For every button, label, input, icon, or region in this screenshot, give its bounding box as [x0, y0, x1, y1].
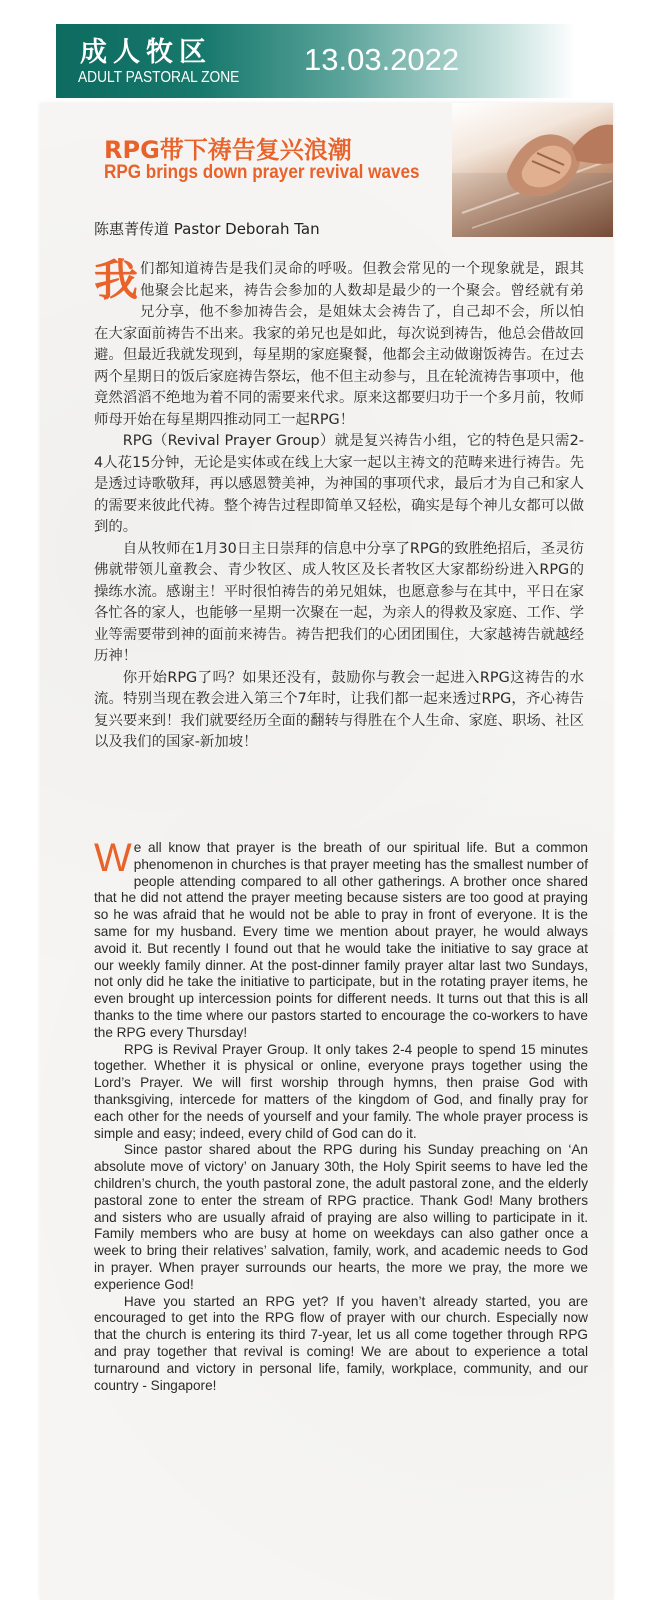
en-paragraph-4: Have you started an RPG yet? If you haven’t already started, you are encouraged to get into the RPG flow of prayer with our church. Especially now that the church is entering its third 7-year, let us all come together through RPG and pray together that revival is coming! We are about to experience a total turnaround and victory in personal life, family, workplace, community, and our country - Singapore!	[94, 1293, 588, 1393]
en-paragraph-1	[94, 836, 588, 1042]
cn-paragraph-1	[94, 255, 584, 431]
en-paragraph-1-text: e all know that prayer is the breath of our spiritual life. But a common phenomenon in churches is that prayer meeting has the smallest number of people attending compared to all other gatherings. A brother once shared that he did not attend the prayer meeting because sisters are too good at praying so he was afraid that he would not be able to pray in front of everyone. It is the same for my husband. Every time we mention about prayer, he would always avoid it. But recently I found out that he would take the initiative to say grace at our weekly family dinner. At the post-dinner family prayer altar last two Sundays, not only did he take the initiative to participate, but in the rotating prayer items, he even brought up intercession points for different needs. It turns out that this is all thanks to the time where our pastors started to encourage the co-workers to have the RPG every Thursday!	[94, 840, 588, 1040]
zone-title-cn: 成人牧区	[80, 37, 212, 68]
author-byline: 陈惠菁传道 Pastor Deborah Tan	[94, 220, 320, 238]
dropcap-cn: 我	[94, 255, 138, 306]
article-title-en: RPG brings down prayer revival waves	[104, 162, 420, 183]
article-body-en	[94, 836, 588, 1394]
cn-paragraph-1-text: 们都知道祷告是我们灵命的呼吸。但教会常见的一个现象就是，跟其他聚会比起来，祷告会参加的人数却是最少的一个聚会。曾经就有弟兄分享，他不参加祷告会，是姐妹太会祷告了，自己却不会，所以怕在大家面前祷告不出来。我家的弟兄也是如此，每次说到祷告，他总会借故回避。但最近我就发现到，每星期的家庭聚餐，他都会主动做谢饭祷告。在过去两个星期日的饭后家庭祷告祭坛，他不但主动参与，且在轮流祷告事项中，他竟然滔滔不绝地为着不同的需要来代求。原来这都要归功于一个多月前，牧师师母开始在每星期四推动同工一起RPG！	[94, 261, 584, 428]
en-paragraph-2: RPG is Revival Prayer Group. It only takes 2-4 people to spend 15 minutes together. Whether it is physical or online, everyone prays together using the Lord’s Prayer. We will first worship through hymns, then praise God with thanksgiving, intercede for matters of the kingdom of God, and finally pray for each other for the needs of yourself and your family. The whole prayer process is simple and easy; indeed, every child of God can do it.	[94, 1041, 588, 1141]
dropcap-en: W	[94, 836, 132, 880]
article-title-cn: RPG带下祷告复兴浪潮	[104, 136, 352, 164]
header-banner	[56, 24, 576, 98]
cn-paragraph-4: 你开始RPG了吗？如果还没有，鼓励你与教会一起进入RPG这祷告的水流。特别当现在教会进入第三个7年时，让我们都一起来透过RPG，齐心祷告复兴要来到！我们就要经历全面的翻转与得胜在个人生命、家庭、职场、社区以及我们的国家-新加坡！	[94, 669, 584, 750]
praying-hands-icon	[452, 103, 613, 237]
cn-paragraph-3: 自从牧师在1月30日主日崇拜的信息中分享了RPG的致胜绝招后，圣灵彷佛就带领儿童教会、青少牧区、成人牧区及长者牧区大家都纷纷进入RPG的操练水流。感谢主！平时很怕祷告的弟兄姐妹，也愿意参与在其中，平日在家各忙各的家人，也能够一星期一次聚在一起，为亲人的得救及家庭、工作、学业等需要带到神的面前来祷告。祷告把我们的心团团围住，大家越祷告就越经历神！	[94, 540, 584, 664]
article-body-cn	[94, 255, 584, 754]
issue-date: 13.03.2022	[304, 42, 460, 77]
en-paragraph-3: Since pastor shared about the RPG during his Sunday preaching on ‘An absolute move of victory’ on January 30th, the Holy Spirit seems to have led the children’s church, the youth pastoral zone, the adult pastoral zone, and the elderly pastoral zone to enter the stream of RPG practice. Thank God! Many brothers and sisters who are usually afraid of praying are also willing to participate in it. Family members who are busy at home on weekdays can also gather once a week to bring their relatives’ salvation, family, work, and academic needs to God in prayer. When prayer surrounds our hearts, the more we pray, the more we experience God!	[94, 1142, 588, 1292]
zone-title-en: ADULT PASTORAL ZONE	[78, 69, 240, 86]
cn-paragraph-2: RPG（Revival Prayer Group）就是复兴祷告小组，它的特色是只需2-4人花15分钟，无论是实体或在线上大家一起以主祷文的范畴来进行祷告。先是透过诗歌敬拜，再以感恩赞美神，为神国的事项代求，最后才为自己和家人的需要来彼此代祷。整个祷告过程即简单又轻松，确实是每个神儿女都可以做到的。	[94, 433, 584, 535]
